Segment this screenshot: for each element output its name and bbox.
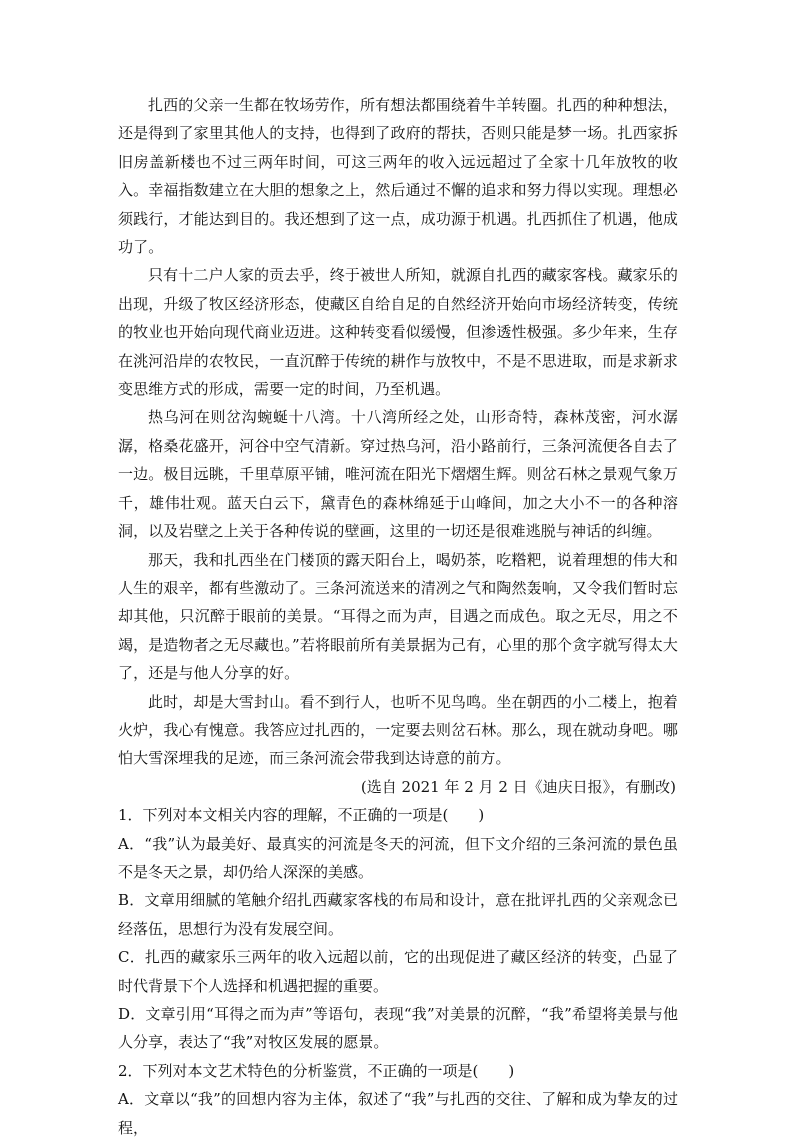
article-source: (选自 2021 年 2 月 2 日《迪庆日报》，有删改) — [360, 777, 676, 796]
question-1-stem: 1．下列对本文相关内容的理解，不正确的一项是( ) — [118, 806, 485, 825]
article-paragraph-5: 此时，却是大雪封山。看不到行人，也听不见鸟鸣。坐在朝西的小二楼上，抱着火炉，我心有愧意。我答应过扎西的，一定要去则岔石林。那么，现在就动身吧。哪怕大雪深埋我的足迹，而三条河流会带我到达诗意的前方。 — [118, 692, 678, 768]
question-1-option-c: C．扎西的藏家乐三两年的收入远超以前，它的出现促进了藏区经济的转变，凸显了时代背景下个人选择和机遇把握的重要。 — [118, 948, 678, 995]
question-2-stem: 2．下列对本文艺术特色的分析鉴赏，不正确的一项是( ) — [118, 1061, 515, 1080]
article-paragraph-2: 只有十二户人家的贡去乎，终于被世人所知，就源自扎西的藏家客栈。藏家乐的出现，升级了牧区经济形态，使藏区自给自足的自然经济开始向市场经济转变，传统的牧业也开始向现代商业迈进。这种转变看似缓慢，但渗透性极强。多少年来，生存在洮河沿岸的农牧民，一直沉醉于传统的耕作与放牧中，不是不思进取，而是求新求变思维方式的形成，需要一定的时间，乃至机遇。 — [118, 266, 678, 399]
question-1-option-b: B．文章用细腻的笔触介绍扎西藏家客栈的布局和设计，意在批评扎西的父亲观念已经落伍，思想行为没有发展空间。 — [118, 891, 678, 938]
article-paragraph-3: 热乌河在则岔沟蜿蜒十八湾。十八湾所经之处，山形奇特，森林茂密，河水潺潺，格桑花盛开，河谷中空气清新。穿过热乌河，沿小路前行，三条河流便各自去了一边。极目远眺，千里草原平铺，唯河流在阳光下熠熠生辉。则岔石林之景观气象万千，雄伟壮观。蓝天白云下，黛青色的森林绵延于山峰间，加之大小不一的各种溶洞，以及岩壁之上关于各种传说的壁画，这里的一切还是很难逃脱与神话的纠缠。 — [118, 408, 678, 541]
question-2 — [118, 1057, 678, 1142]
question-1-option-d: D．文章引用“耳得之而为声”等语句，表现“我”对美景的沉醉，“我”希望将美景与他人分享，表达了“我”对牧区发展的愿景。 — [118, 1005, 678, 1052]
article-paragraph-1: 扎西的父亲一生都在牧场劳作，所有想法都围绕着牛羊转圈。扎西的种种想法，还是得到了家里其他人的支持，也得到了政府的帮扶，否则只能是梦一场。扎西家拆旧房盖新楼也不过三两年时间，可这三两年的收入远远超过了全家十几年放牧的收入。幸福指数建立在大胆的想象之上，然后通过不懈的追求和努力得以实现。理想必须践行，才能达到目的。我还想到了这一点，成功源于机遇。扎西抓住了机遇，他成功了。 — [118, 96, 678, 257]
article-paragraph-4: 那天，我和扎西坐在门楼顶的露天阳台上，喝奶茶，吃糌粑，说着理想的伟大和人生的艰辛，都有些激动了。三条河流送来的清冽之气和陶然轰响，又令我们暂时忘却其他，只沉醉于眼前的美景。“耳得之而为声，目遇之而成色。取之无尽，用之不竭，是造物者之无尽藏也。”若将眼前所有美景据为己有，心里的那个贪字就写得太大了，还是与他人分享的好。 — [118, 550, 678, 683]
question-2-option-a: A．文章以“我”的回想内容为主体，叙述了“我”与扎西的交往、了解和成为挚友的过程， — [118, 1090, 678, 1137]
question-1 — [118, 801, 678, 1057]
document-page — [118, 91, 678, 1142]
question-1-option-a: A．“我”认为最美好、最真实的河流是冬天的河流，但下文介绍的三条河流的景色虽不是冬天之景，却仍给人深深的美感。 — [118, 834, 678, 881]
